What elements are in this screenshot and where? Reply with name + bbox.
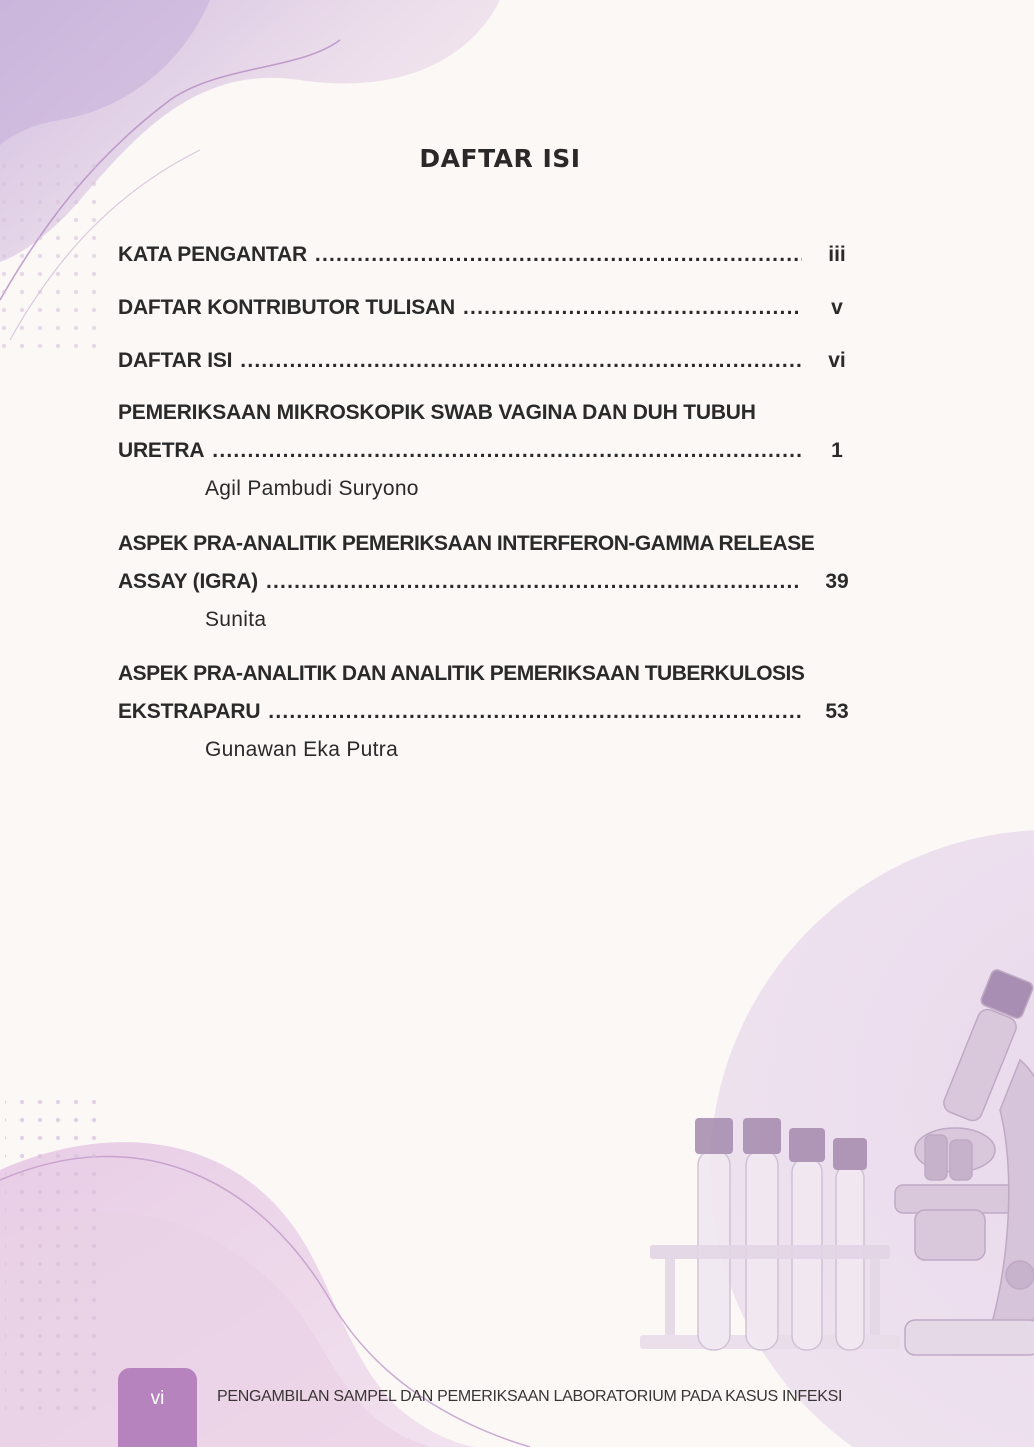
toc-page-number: 1 xyxy=(831,439,843,462)
test-tube-rack-illustration xyxy=(640,1118,900,1350)
toc-page-number: v xyxy=(831,296,843,319)
toc-page-number: iii xyxy=(828,243,846,266)
dot-leader xyxy=(266,563,802,601)
toc-entry-swab-vagina[interactable] xyxy=(118,394,858,508)
toc-entry-label-cont: URETRA xyxy=(118,439,205,462)
toc-author: Sunita xyxy=(205,608,267,631)
toc-author: Gunawan Eka Putra xyxy=(205,738,399,761)
footer-page-badge xyxy=(118,1368,197,1447)
top-dot-grid xyxy=(0,150,110,360)
toc-entry-daftar-kontributor[interactable] xyxy=(118,289,858,327)
page-title: DAFTAR ISI xyxy=(419,144,581,173)
footer-book-title: PENGAMBILAN SAMPEL DAN PEMERIKSAAN LABORATORIUM PADA KASUS INFEKSI xyxy=(217,1388,843,1405)
dot-leader xyxy=(268,693,802,731)
dot-leader xyxy=(212,432,802,470)
toc-author: Agil Pambudi Suryono xyxy=(205,477,419,500)
toc-entry-kata-pengantar[interactable] xyxy=(118,236,858,274)
dot-leader xyxy=(315,236,802,274)
dot-leader xyxy=(463,289,802,327)
dot-leader xyxy=(240,342,802,380)
toc-entry-tuberkulosis[interactable] xyxy=(118,655,858,769)
toc-entry-daftar-isi[interactable] xyxy=(118,342,858,380)
toc-entry-label: ASPEK PRA-ANALITIK PEMERIKSAAN INTERFERON-GAMMA RELEASE xyxy=(118,532,815,555)
toc-entry-label-cont: EKSTRAPARU xyxy=(118,700,261,723)
toc-entry-label: ASPEK PRA-ANALITIK DAN ANALITIK PEMERIKSAAN TUBERKULOSIS xyxy=(118,662,805,685)
toc-entry-label-cont: ASSAY (IGRA) xyxy=(118,570,258,593)
footer-page-number: vi xyxy=(150,1388,165,1409)
toc-entry-label: PEMERIKSAAN MIKROSKOPIK SWAB VAGINA DAN DUH TUBUH xyxy=(118,401,756,424)
toc-entry-label: DAFTAR ISI xyxy=(118,349,233,372)
toc-page-number: 39 xyxy=(825,570,849,593)
toc-entry-igra[interactable] xyxy=(118,525,858,639)
toc-page-number: vi xyxy=(828,349,846,372)
toc-entry-label: DAFTAR KONTRIBUTOR TULISAN xyxy=(118,296,455,319)
toc-page-number: 53 xyxy=(825,700,849,723)
toc-entry-label: KATA PENGANTAR xyxy=(118,243,307,266)
bottom-dot-grid xyxy=(5,1100,105,1420)
